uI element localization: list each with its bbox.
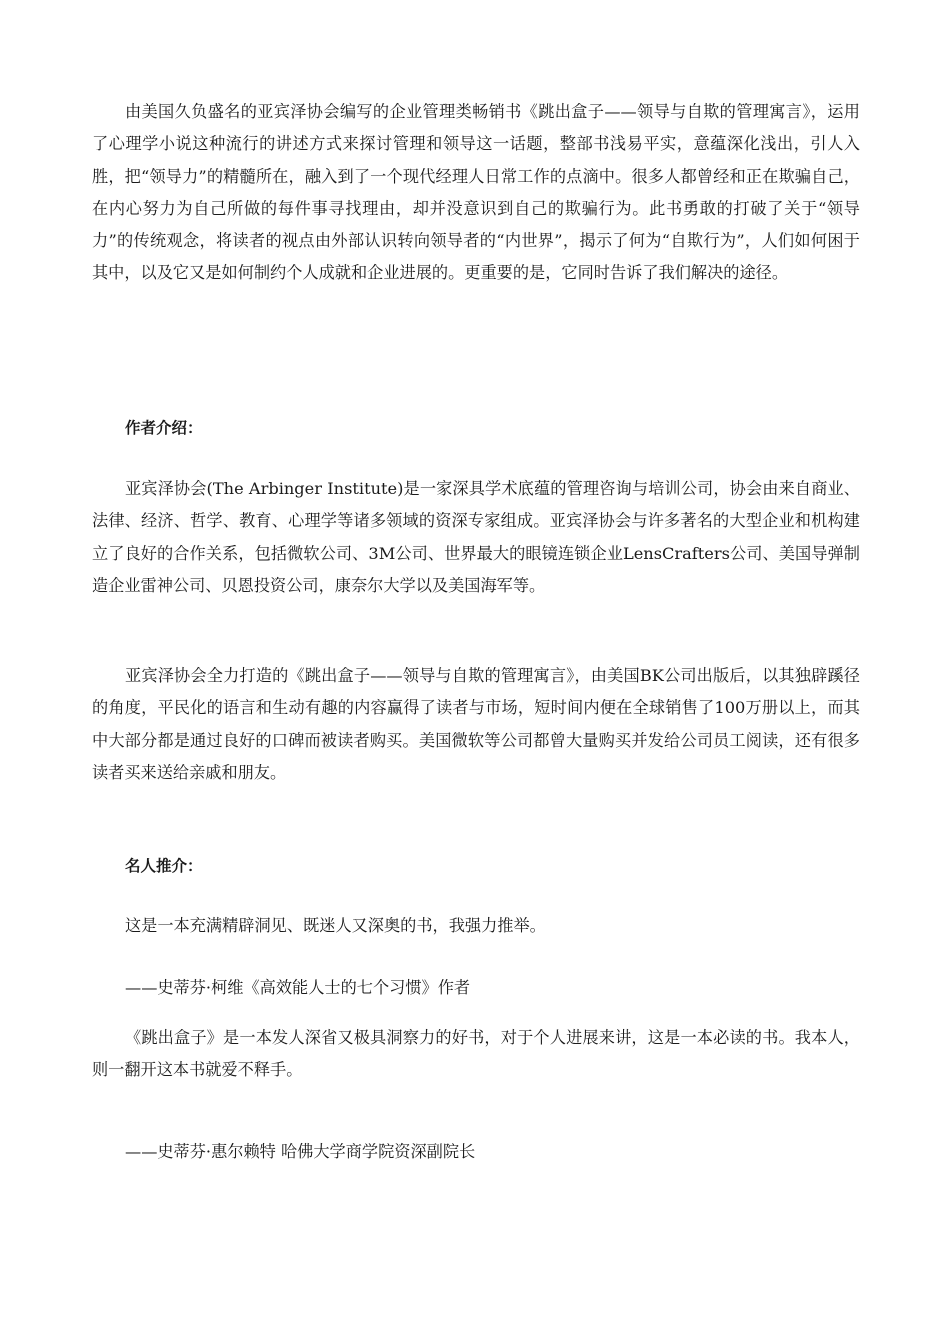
author-paragraph-1: 亚宾泽协会(The Arbinger Institute)是一家深具学术底蕴的管理咨询与培训公司，协会由来自商业、法律、经济、哲学、教育、心理学等诸多领域的资深专家组成。亚宾泽协会与许多著名的大型企业和机构建立了良好的合作关系，包括微软公司、3M公司、世界最大的眼镜连锁企业LensCrafters公司、美国导弹制造企业雷神公司、贝恩投资公司，康奈尔大学以及美国海军等。: [92, 479, 860, 595]
intro-paragraph: 由美国久负盛名的亚宾泽协会编写的企业管理类畅销书《跳出盒子——领导与自欺的管理寓言》，运用了心理学小说这种流行的讲述方式来探讨管理和领导这一话题，整部书浅易平实，意蕴深化浅出，引人入胜，把“领导力”的精髓所在，融入到了一个现代经理人日常工作的点滴中。很多人都曾经和正在欺骗自己，在内心努力为自己所做的每件事寻找理由，却并没意识到自己的欺骗行为。此书勇敢的打破了关于“领导力”的传统观念，将读者的视点由外部认识转向领导者的“内世界”，揭示了何为“自欺行为”，人们如何困于其中，以及它又是如何制约个人成就和企业进展的。更重要的是，它同时告诉了我们解决的途径。: [92, 102, 860, 283]
author-section-heading: 作者介绍：: [125, 419, 203, 437]
attribution-1: ——史蒂芬·柯维《高效能人士的七个习惯》作者: [125, 978, 471, 997]
quote-1: 这是一本充满精辟洞见、既迷人又深奥的书，我强力推举。: [125, 916, 546, 935]
author-paragraph-2: 亚宾泽协会全力打造的《跳出盒子——领导与自欺的管理寓言》，由美国BK公司出版后，以其独辟蹊径的角度，平民化的语言和生动有趣的内容赢得了读者与市场，短时间内便在全球销售了100万册以上，而其中大部分都是通过良好的口碑而被读者购买。美国微软等公司都曾大量购买并发给公司员工阅读，还有很多读者买来送给亲戚和朋友。: [92, 666, 860, 782]
attribution-2: ——史蒂芬·惠尔赖特 哈佛大学商学院资深副院长: [125, 1142, 476, 1161]
recommend-section-heading: 名人推介：: [125, 857, 203, 875]
quote-2: 《跳出盒子》是一本发人深省又极具洞察力的好书，对于个人进展来讲，这是一本必读的书。我本人，则一翻开这本书就爱不释手。: [92, 1028, 860, 1080]
